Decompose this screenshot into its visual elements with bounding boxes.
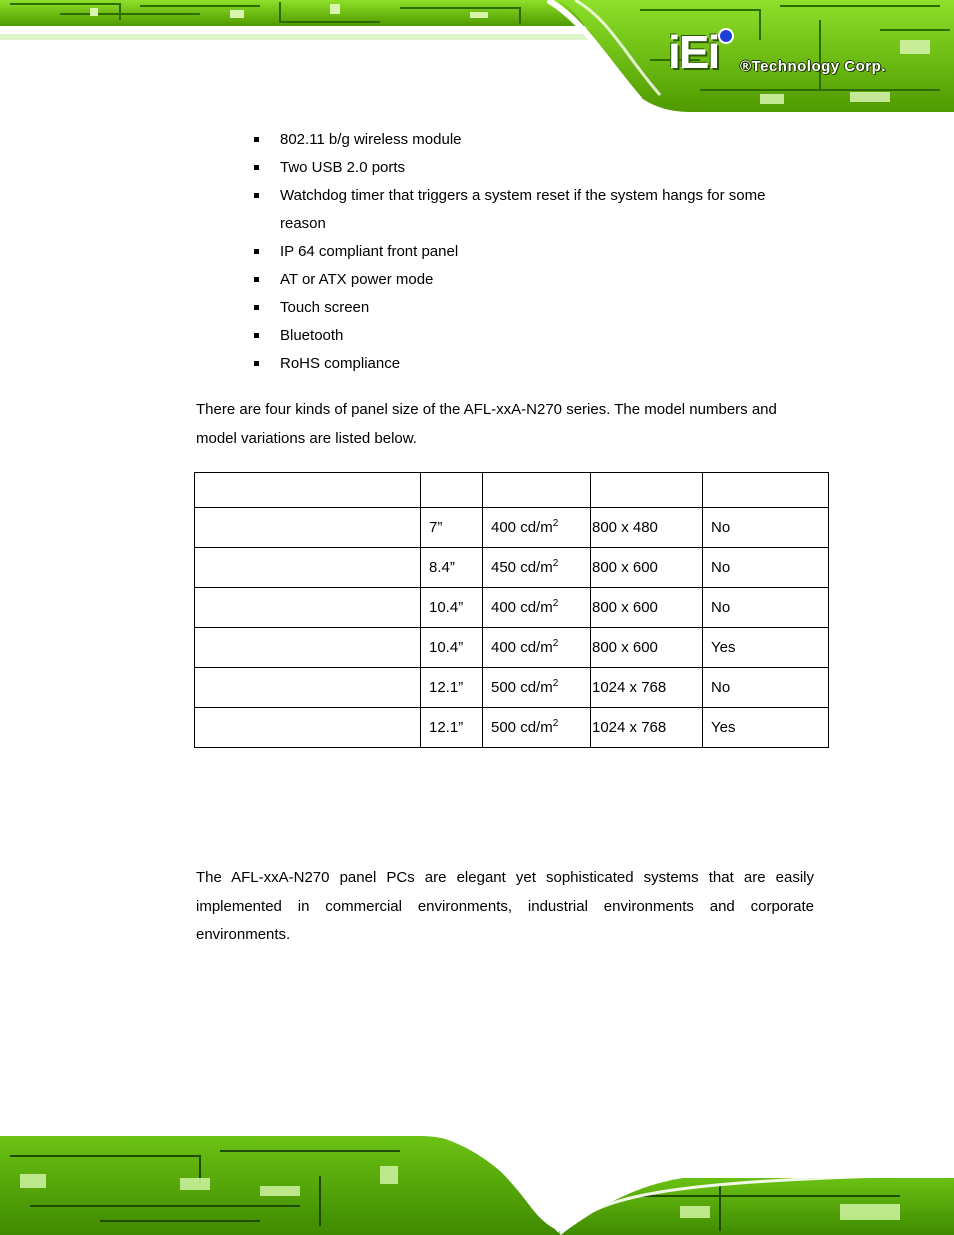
brightness-value: 400 cd/m <box>491 519 553 536</box>
panel-size-cell: 12.1” <box>421 668 483 708</box>
brightness-value: 450 cd/m <box>491 559 553 576</box>
panel-size-cell: 10.4” <box>421 588 483 628</box>
header-banner <box>0 0 954 112</box>
model-cell <box>195 548 421 588</box>
table-row <box>195 668 829 708</box>
table-row <box>195 588 829 628</box>
list-item: Bluetooth <box>252 322 812 350</box>
resolution-cell: 800 x 600 <box>591 628 703 668</box>
table-row <box>195 508 829 548</box>
list-item: Two USB 2.0 ports <box>252 154 812 182</box>
brightness-value: 500 cd/m <box>491 719 553 736</box>
option-cell: No <box>703 508 829 548</box>
list-item: AT or ATX power mode <box>252 266 812 294</box>
footer-banner <box>0 1126 954 1235</box>
logo-mark: iEi <box>668 26 719 78</box>
brightness-cell <box>483 708 591 748</box>
model-cell <box>195 668 421 708</box>
unit-superscript: 2 <box>552 718 559 729</box>
panel-size-cell: 12.1” <box>421 708 483 748</box>
resolution-cell: 800 x 600 <box>591 548 703 588</box>
list-item: RoHS compliance <box>252 350 812 378</box>
panel-size-cell: 8.4” <box>421 548 483 588</box>
option-cell: Yes <box>703 628 829 668</box>
resolution-cell: 1024 x 768 <box>591 668 703 708</box>
resolution-cell: 1024 x 768 <box>591 708 703 748</box>
circuit-board-graphic <box>0 1126 954 1235</box>
list-item: Touch screen <box>252 294 812 322</box>
option-cell: No <box>703 668 829 708</box>
unit-superscript: 2 <box>552 598 559 609</box>
brightness-cell <box>483 548 591 588</box>
resolution-cell: 800 x 600 <box>591 588 703 628</box>
brightness-value: 500 cd/m <box>491 679 553 696</box>
brightness-cell <box>483 508 591 548</box>
list-item: IP 64 compliant front panel <box>252 238 812 266</box>
panel-size-cell: 7” <box>421 508 483 548</box>
brightness-cell <box>483 588 591 628</box>
overview-paragraph: The AFL-xxA-N270 panel PCs are elegant yet sophisticated systems that are easily implemented in commercial environments, industrial environments and corporate environments. <box>196 869 814 943</box>
logo-tagline: ®Technology Corp. <box>740 58 886 75</box>
table-row <box>195 548 829 588</box>
panel-size-cell: 10.4” <box>421 628 483 668</box>
option-cell: No <box>703 588 829 628</box>
company-logo <box>668 28 928 84</box>
model-cell <box>195 708 421 748</box>
model-cell <box>195 628 421 668</box>
list-item: Watchdog timer that triggers a system reset if the system hangs for some reason <box>252 182 812 238</box>
table-header-row <box>195 473 829 508</box>
unit-superscript: 2 <box>552 558 559 569</box>
unit-superscript: 2 <box>552 678 559 689</box>
brightness-cell <box>483 668 591 708</box>
option-cell: Yes <box>703 708 829 748</box>
unit-superscript: 2 <box>552 518 559 529</box>
table-row <box>195 628 829 668</box>
feature-list <box>252 126 812 378</box>
table-header-cell <box>483 473 591 508</box>
table-header-cell <box>703 473 829 508</box>
table-header-cell <box>421 473 483 508</box>
table-header-cell <box>195 473 421 508</box>
brightness-value: 400 cd/m <box>491 599 553 616</box>
intro-paragraph: There are four kinds of panel size of the AFL-xxA-N270 series. The model numbers and model variations are listed below. <box>196 401 777 447</box>
table-header-cell <box>591 473 703 508</box>
unit-superscript: 2 <box>552 638 559 649</box>
list-item: 802.11 b/g wireless module <box>252 126 812 154</box>
brightness-value: 400 cd/m <box>491 639 553 656</box>
brightness-cell <box>483 628 591 668</box>
model-table <box>194 472 829 748</box>
option-cell: No <box>703 548 829 588</box>
resolution-cell: 800 x 480 <box>591 508 703 548</box>
logo-dot-icon <box>718 28 734 44</box>
model-cell <box>195 588 421 628</box>
model-cell <box>195 508 421 548</box>
table-row <box>195 708 829 748</box>
